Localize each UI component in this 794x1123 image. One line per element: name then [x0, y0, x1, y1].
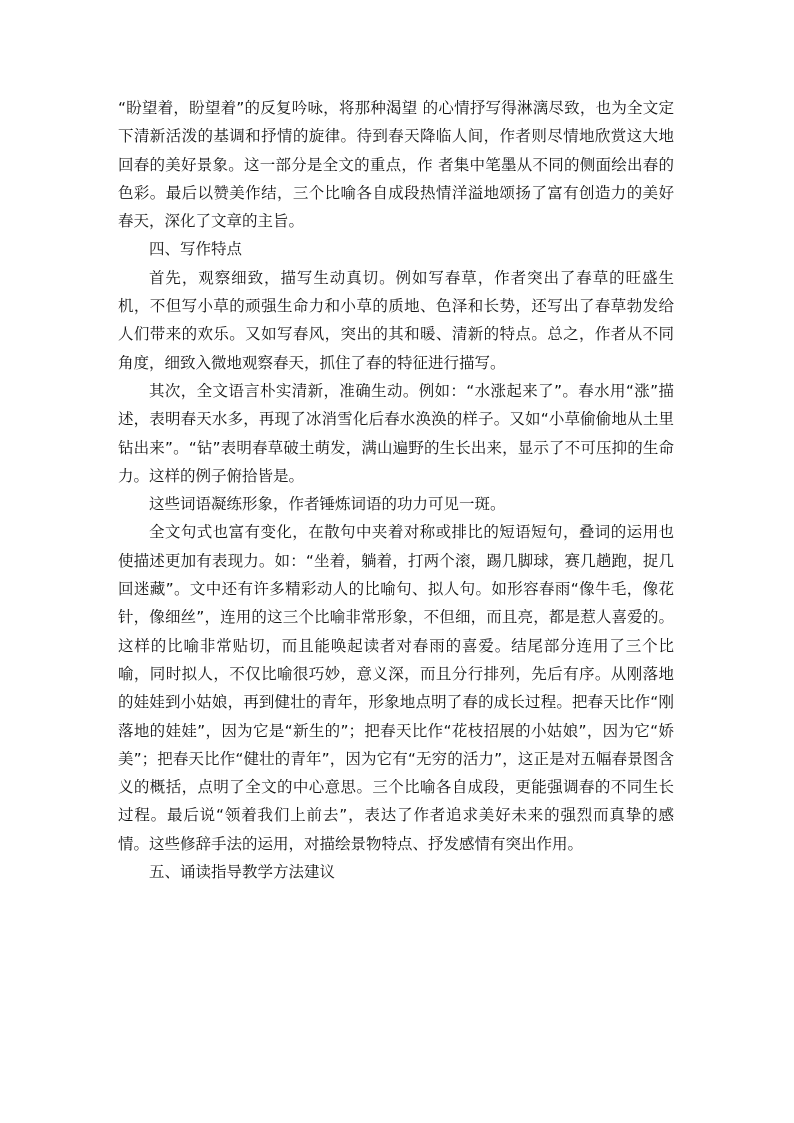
paragraph-observation: 首先，观察细致，描写生动真切。例如写春草，作者突出了春草的旺盛生机，不但写小草的顽强生命力和小草的质地、色泽和长势，还写出了春草勃发给人们带来的欢乐。又如写春风，突出的其和暖、清新的特点。总之，作者从不同角度，细致入微地观察春天，抓住了春的特征进行描写。: [118, 268, 674, 372]
paragraph-intro-summary: “盼望着，盼望着”的反复吟咏，将那种渴望 的心情抒写得淋漓尽致，也为全文定下清新活泼的基调和抒情的旋律。待到春天降临人间，作者则尽情地欣赏这大地回春的美好景象。这一部分是全文的重点，作 者集中笔墨从不同的侧面绘出春的色彩。最后以赞美作结，三个比喻各自成段热情洋溢地颂扬了富有创造力的美好春天，深化了文章的主旨。: [118, 99, 674, 231]
section-heading-reading-guidance: 五、诵读指导教学方法建议: [149, 863, 336, 882]
paragraph-sentence-patterns: 全文句式也富有变化，在散句中夹着对称或排比的短语短句，叠词的运用也使描述更加有表现力。如：“坐着，躺着，打两个滚，踢几脚球，赛几趟跑，捉几回迷藏”。文中还有许多精彩动人的比喻句、拟人句。如形容春雨“像牛毛，像花针，像细丝”，连用的这三个比喻非常形象，不但细，而且亮，都是惹人喜爱的。这样的比喻非常贴切，而且能唤起读者对春雨的喜爱。结尾部分连用了三个比喻，同时拟人，不仅比喻很巧妙，意义深，而且分行排列，先后有序。从刚落地的娃娃到小姑娘，再到健壮的青年，形象地点明了春的成长过程。把春天比作“刚落地的娃娃”，因为它是“新生的”；把春天比作“花枝招展的小姑娘”，因为它“娇美”；把春天比作“健壮的青年”，因为它有“无穷的活力”，这正是对五幅春景图含义的概括，点明了全文的中心意思。三个比喻各自成段，更能强调春的不同生长过程。最后说“领着我们上前去”，表达了作者追求美好未来的强烈而真挚的感情。这些修辞手法的运用，对描绘景物特点、抒发感情有突出作用。: [118, 523, 674, 853]
paragraph-word-refinement: 这些词语凝练形象，作者锤炼词语的功力可见一斑。: [149, 495, 506, 514]
section-heading-writing-features: 四、写作特点: [149, 240, 243, 259]
document-body: [118, 94, 674, 886]
paragraph-language: 其次，全文语言朴实清新，准确生动。例如：“水涨起来了”。春水用“涨”描述，表明春天水多，再现了冰消雪化后春水涣涣的样子。又如“小草偷偷地从土里钻出来”。“钻”表明春草破土萌发，满山遍野的生长出来，显示了不可压抑的生命力。这样的例子俯拾皆是。: [118, 381, 674, 485]
